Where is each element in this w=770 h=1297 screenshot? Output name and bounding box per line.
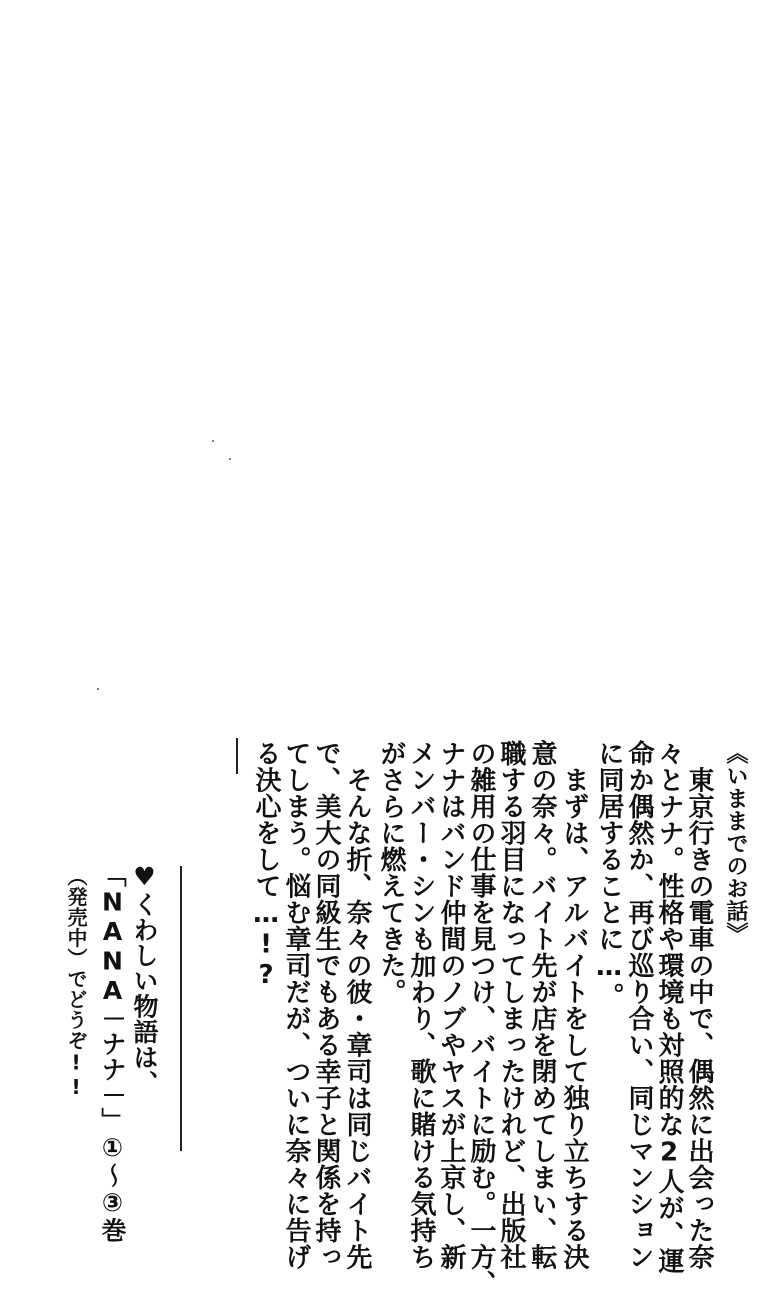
summary-line: まずは、アルバイトをして独り立ちする決	[559, 740, 589, 1270]
summary-line: メンバー・シンも加わり、歌に賭ける気持ち	[406, 740, 436, 1270]
scan-speck	[229, 458, 231, 460]
summary-line: で、美大の同級生でもある幸子と関係を持っ	[311, 740, 341, 1270]
summary-line: る決心をして…!?	[251, 740, 281, 991]
summary-line: てしまう。悩む章司だが、ついに奈々に告げ	[281, 740, 311, 1270]
summary-line: に同居することに…。	[594, 740, 624, 1009]
summary-line: そんな折、奈々の彼・章司は同じバイト先	[342, 740, 372, 1270]
summary-line: 々とナナ。性格や環境も対照的な2人が、運	[654, 740, 684, 1274]
summary-line: 意の奈々。バイト先が店を閉めてしまい、転	[527, 740, 557, 1270]
summary-heading: 《いままでのお話》	[723, 742, 748, 945]
volume-info-line: （発売中）でどうぞ!!	[64, 866, 88, 1100]
scan-speck	[97, 688, 99, 690]
column-divider-top	[236, 738, 238, 774]
volume-info-line: ♥くわしい物語は、	[130, 862, 159, 1096]
summary-line: 職する羽目になってしまったけれど、出版社	[496, 740, 526, 1270]
volume-info-line: 「NANA－ナナ－」①～③巻	[98, 862, 127, 1243]
scan-speck	[212, 440, 214, 442]
summary-line: の雑用の仕事を見つけ、バイトに励む。一方、	[466, 740, 496, 1297]
summary-line: ナナはバンド仲間のノブやヤスが上京し、新	[436, 740, 466, 1270]
summary-line: がさらに燃えてきた。	[376, 740, 406, 1005]
summary-line: 命か偶然か、再び巡り合い、同じマンション	[624, 740, 654, 1270]
summary-line: 東京行きの電車の中で、偶然に出会った奈	[684, 740, 714, 1270]
ad-divider	[180, 866, 182, 1151]
